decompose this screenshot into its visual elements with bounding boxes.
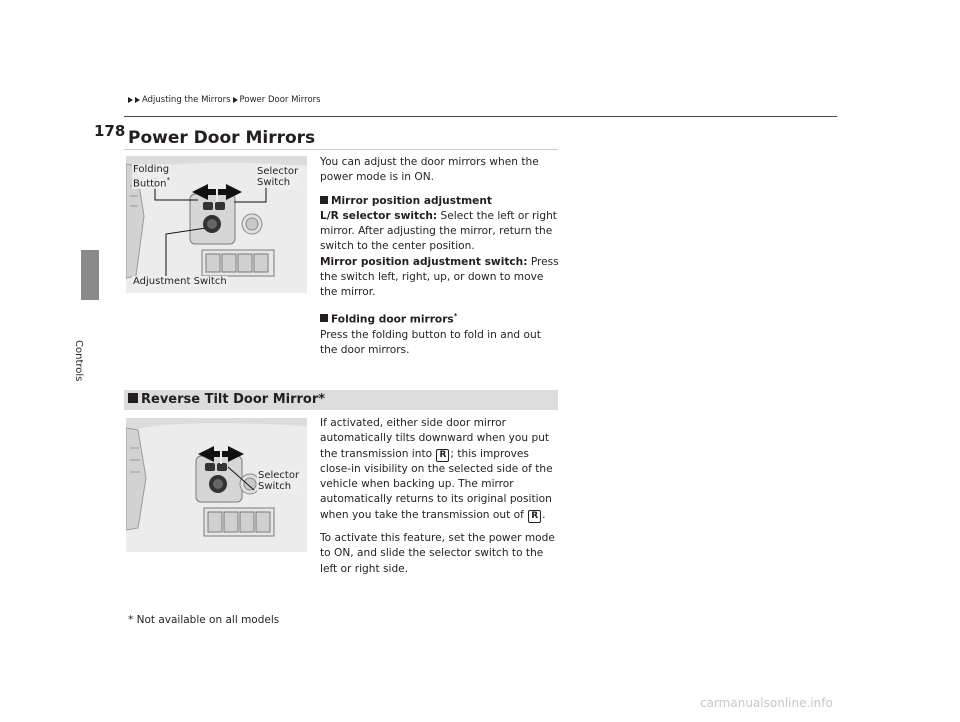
adjustment-switch-paragraph: Mirror position adjustment switch: Press the switch left, right, up, or down to move the mirror. bbox=[320, 255, 559, 299]
square-bullet-icon bbox=[320, 314, 328, 322]
folding-heading: Folding door mirrors* bbox=[320, 309, 560, 328]
selector-switch-label: Selector Switch bbox=[258, 470, 300, 492]
breadcrumb bbox=[128, 95, 321, 105]
folding-button-label: Folding Button* bbox=[133, 164, 170, 190]
breadcrumb-arrow-icon bbox=[128, 97, 133, 103]
watermark: carmanualsonline.info bbox=[700, 696, 833, 710]
breadcrumb-arrow-icon bbox=[233, 97, 238, 103]
square-bullet-icon bbox=[128, 393, 138, 403]
reverse-gear-key-icon: R bbox=[436, 449, 449, 462]
reverse-gear-key-icon: R bbox=[528, 510, 541, 523]
reverse-tilt-heading: Reverse Tilt Door Mirror* bbox=[124, 390, 558, 410]
reverse-tilt-paragraph: If activated, either side door mirror automatically tilts downward when you put the transmission into R ; this improves close-in visibility on the selected side of the vehicle when backing up. The mirror automatically returns to its original position when you take the transmission out of R . bbox=[320, 417, 553, 521]
adjustment-switch-label: Adjustment Switch bbox=[133, 276, 227, 287]
selector-switch-label: Selector Switch bbox=[257, 166, 299, 188]
square-bullet-icon bbox=[320, 196, 328, 204]
folding-paragraph: Press the folding button to fold in and out the door mirrors. bbox=[320, 328, 541, 356]
breadcrumb-item[interactable]: Power Door Mirrors bbox=[239, 95, 321, 105]
header-divider bbox=[124, 116, 837, 117]
reverse-tilt-illustration bbox=[126, 418, 307, 552]
footnote: * Not available on all models bbox=[128, 614, 280, 626]
breadcrumb-item[interactable]: Adjusting the Mirrors bbox=[142, 95, 231, 105]
mirror-switch-illustration bbox=[126, 156, 307, 293]
breadcrumb-arrow-icon bbox=[135, 97, 140, 103]
side-tab-marker bbox=[81, 250, 99, 300]
reverse-tilt-text bbox=[320, 416, 560, 577]
page-number: 178 bbox=[94, 122, 126, 140]
mirror-instructions bbox=[320, 155, 560, 358]
lr-selector-paragraph: L/R selector switch: Select the left or right mirror. After adjusting the mirror, return the switch to the center position. bbox=[320, 209, 557, 253]
mirror-position-heading: Mirror position adjustment bbox=[320, 194, 560, 209]
title-divider bbox=[124, 149, 558, 150]
activation-paragraph: To activate this feature, set the power mode to ON, and slide the selector switch to the left or right side. bbox=[320, 532, 555, 575]
intro-paragraph: You can adjust the door mirrors when the power mode is in ON. bbox=[320, 156, 539, 184]
side-section-label: Controls bbox=[73, 340, 84, 382]
page-title: Power Door Mirrors bbox=[128, 128, 316, 148]
